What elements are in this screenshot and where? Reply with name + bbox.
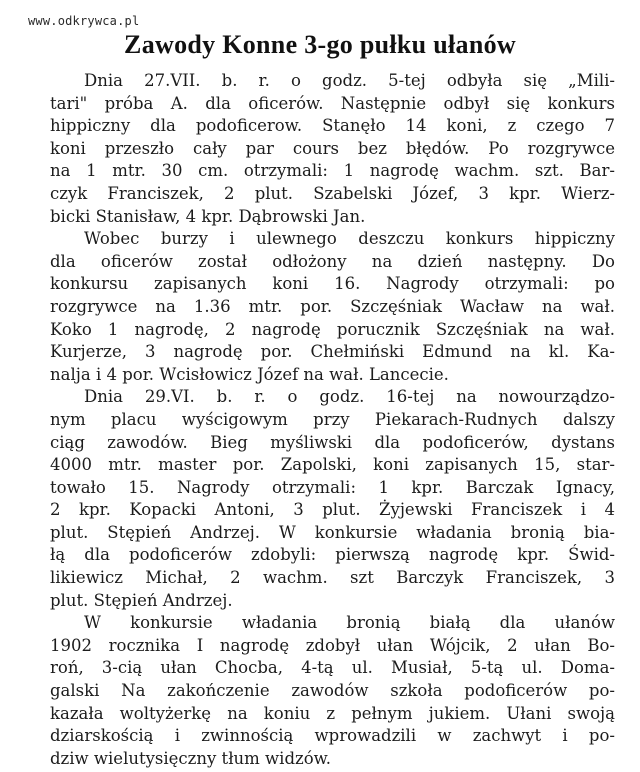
text-line: konkursu zapisanych koni 16. Nagrody otrzymali: po [50, 274, 615, 294]
text-line: likiewicz Michał, 2 wachm. szt Barczyk Franciszek, 3 [50, 568, 615, 588]
article-body [50, 70, 615, 770]
text-line: hippiczny dla podoficerow. Stanęło 14 koni, z czego 7 [50, 116, 615, 136]
text-line: galski Na zakończenie zawodów szkoła podoficerów po- [50, 681, 615, 701]
text-line: plut. Stępień Andrzej. [50, 590, 233, 610]
text-line: kazała woltyżerkę na koniu z pełnym jukiem. Ułani swoją [50, 703, 615, 723]
text-line: Dnia 29.VI. b. r. o godz. 16-tej na nowourządzo- [84, 387, 615, 407]
text-line: dziw wielutysięczny tłum widzów. [50, 748, 332, 768]
text-line: Dnia 27.VII. b. r. o godz. 5-tej odbyła się „Mili- [84, 71, 615, 90]
text-line: bicki Stanisław, 4 kpr. Dąbrowski Jan. [50, 206, 366, 226]
text-line: plut. Stępień Andrzej. W konkursie władania bronią bia- [50, 522, 615, 542]
text-line: 2 kpr. Kopacki Antoni, 3 plut. Żyjewski Franciszek i 4 [50, 500, 615, 520]
text-line: 4000 mtr. master por. Zapolski, koni zapisanych 15, star- [50, 455, 615, 475]
text-line: towało 15. Nagrody otrzymali: 1 kpr. Barczak Ignacy, [50, 477, 615, 497]
text-line: na 1 mtr. 30 cm. otrzymali: 1 nagrodę wachm. szt. Bar- [50, 161, 615, 181]
text-line: rozgrywce na 1.36 mtr. por. Szczęśniak Wacław na wał. [50, 296, 615, 316]
text-line: roń, 3-cią ułan Chocba, 4-tą ul. Musiał, 5-tą ul. Doma- [50, 658, 615, 678]
text-line: Koko 1 nagrodę, 2 nagrodę porucznik Szczęśniak na wał. [50, 319, 615, 339]
text-line: dla oficerów został odłożony na dzień następny. Do [50, 251, 615, 271]
text-line: koni przeszło cały par cours bez błędów. Po rozgrywce [50, 138, 615, 158]
text-line: łą dla podoficerów zdobyli: pierwszą nagrodę kpr. Świd- [50, 545, 615, 565]
text-line: dziarskością i zwinnością wprowadzili w zachwyt i po- [50, 726, 615, 746]
watermark: www.odkrywca.pl [28, 14, 140, 28]
text-line: czyk Franciszek, 2 plut. Szabelski Józef, 3 kpr. Wierz- [50, 183, 615, 203]
text-line: Kurjerze, 3 nagrodę por. Chełmiński Edmund na kl. Ka- [50, 342, 615, 362]
text-line: 1902 rocznika I nagrodę zdobył ułan Wójcik, 2 ułan Bo- [50, 635, 615, 655]
text-line: ciąg zawodów. Bieg myśliwski dla podoficerów, dystans [50, 432, 615, 452]
text-line: tari" próba A. dla oficerów. Następnie odbył się konkurs [50, 93, 615, 113]
text-line: W konkursie władania bronią białą dla ułanów [84, 613, 615, 633]
text-line: nym placu wyścigowym przy Piekarach-Rudnych dalszy [50, 409, 615, 429]
article-title: Zawody Konne 3-go pułku ułanów [124, 30, 516, 59]
text-line: nalja i 4 por. Wcisłowicz Józef na wał. Lancecie. [50, 364, 449, 384]
text-line: Wobec burzy i ulewnego deszczu konkurs hippiczny [84, 229, 615, 249]
